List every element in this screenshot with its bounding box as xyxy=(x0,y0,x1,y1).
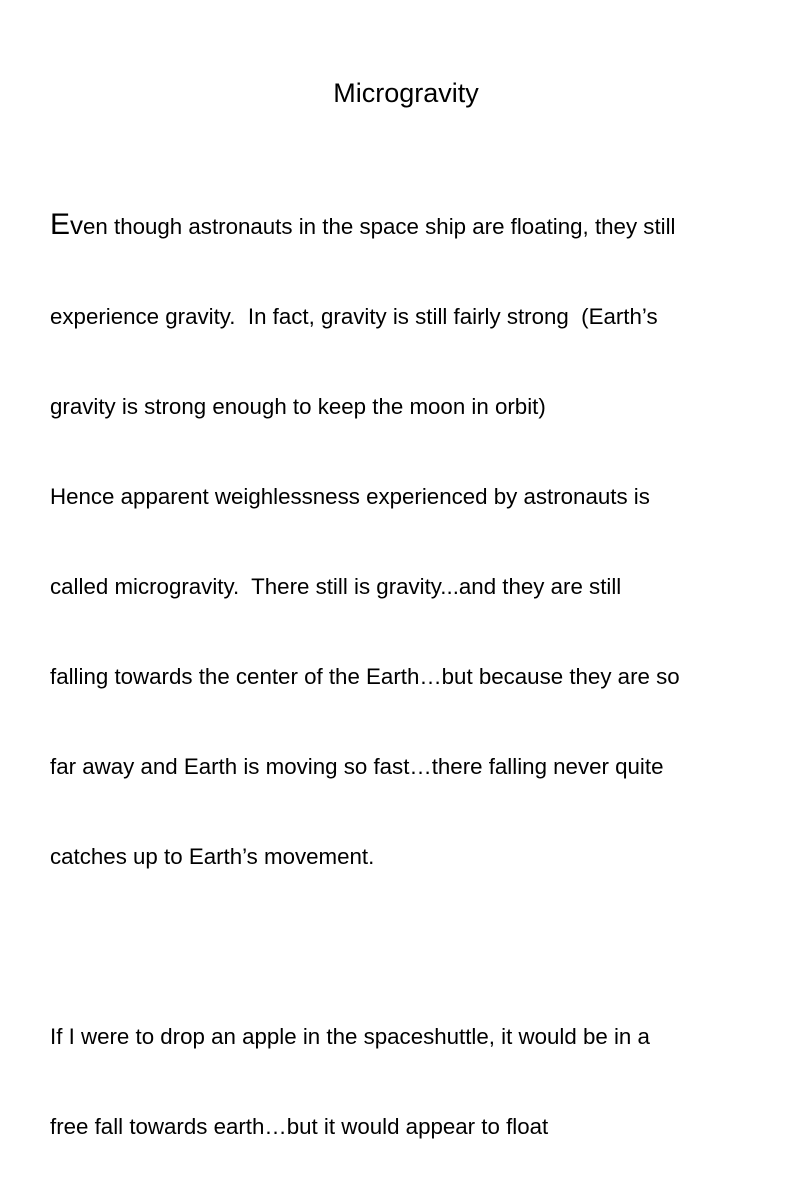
paragraph-2-line-1: If I were to drop an apple in the spaceshuttle, it would be in a xyxy=(50,1024,650,1049)
paragraph-1-line-4: Hence apparent weighlessness experienced by astronauts is xyxy=(50,484,650,509)
slide-title: Microgravity xyxy=(333,78,479,108)
paragraph-1-line-5: called microgravity. There still is gravity...and they are still xyxy=(50,574,622,599)
paragraph-2-line-2: free fall towards earth…but it would appear to float xyxy=(50,1114,549,1139)
slide-body xyxy=(50,150,770,1202)
paragraph-1-line-1-text: en though astronauts in the space ship are floating, they still xyxy=(83,214,676,239)
paragraph-1-line-1 xyxy=(50,210,770,242)
paragraph-1-line-8: catches up to Earth’s movement. xyxy=(50,844,375,869)
drop-cap-v: v xyxy=(70,210,84,240)
paragraph-1-line-7: far away and Earth is moving so fast…there falling never quite xyxy=(50,754,664,779)
paragraph-gap xyxy=(50,932,770,962)
drop-cap-e: E xyxy=(50,208,71,241)
paragraph-1-line-3: gravity is strong enough to keep the moon in orbit) xyxy=(50,394,546,419)
paragraph-1-line-6: falling towards the center of the Earth…but because they are so xyxy=(50,664,680,689)
paragraph-1-line-2: experience gravity. In fact, gravity is still fairly strong (Earth’s xyxy=(50,304,658,329)
